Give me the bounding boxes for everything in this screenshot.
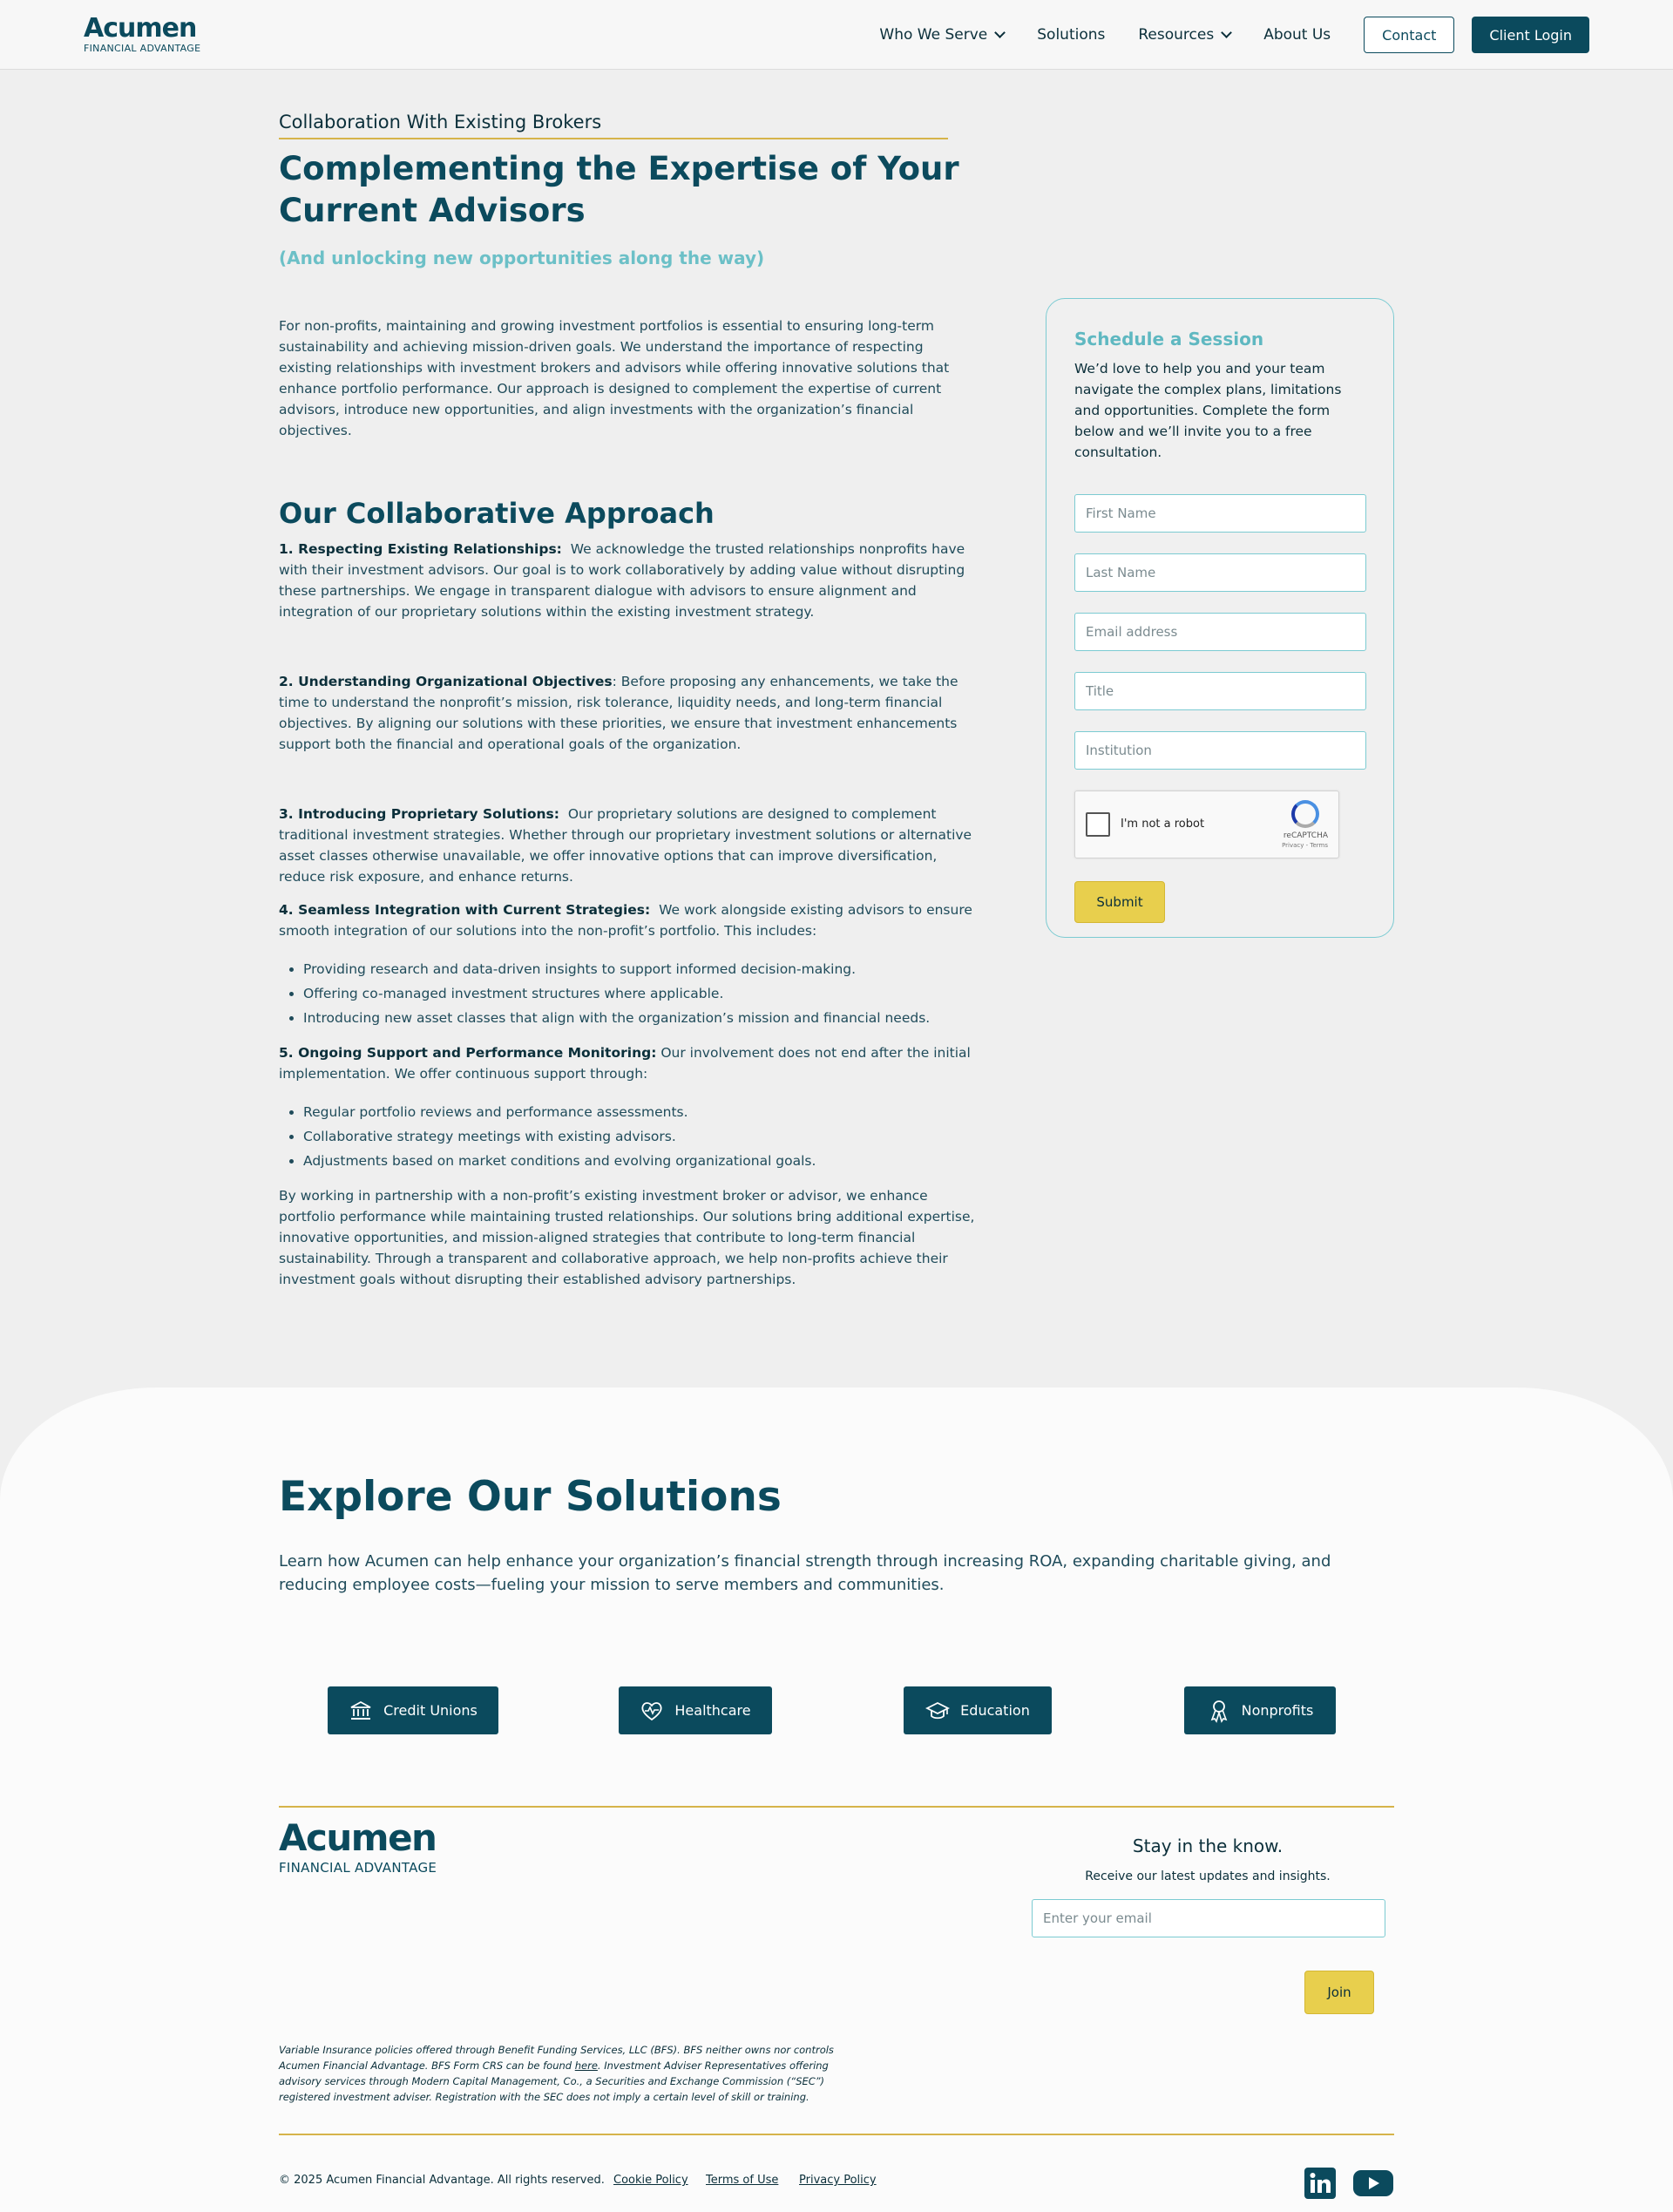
terms-of-use-link[interactable]: Terms of Use <box>706 2174 779 2187</box>
step-text: We work alongside existing advisors to ensure smooth integration of our solutions into the non-profit’s portfolio. This includes: <box>279 902 972 939</box>
copyright: © 2025 Acumen Financial Advantage. All rights reserved. <box>279 2174 605 2187</box>
nav-solutions-label: Solutions <box>1037 26 1106 44</box>
nav-who-we-serve-label: Who We Serve <box>879 26 988 44</box>
schedule-session-card <box>1046 298 1394 938</box>
footer-divider-bottom <box>279 2134 1394 2135</box>
logo-wordmark: Acumen <box>84 13 197 44</box>
intro-paragraph: For non-profits, maintaining and growing investment portfolios is essential to ensuring long-term sustainability and achieving mission-driven goals. We understand the importance of respecting existing relationships with investment brokers and advisors while offering innovative solutions that enhance portfolio performance. Our approach is designed to complement the expertise of current advisors, introduce new opportunities, and align investments with the organization’s financial objectives. <box>279 318 950 438</box>
submit-button[interactable]: Submit <box>1074 881 1165 923</box>
integration-list <box>303 957 976 1030</box>
step-ongoing-support <box>279 1042 976 1084</box>
list-item: • Adjustments based on market conditions and evolving organizational goals. <box>303 1149 976 1173</box>
list-item: • Regular portfolio reviews and performance assessments. <box>303 1100 976 1124</box>
footer-divider-top <box>279 1806 1394 1808</box>
healthcare-label: Healthcare <box>674 1702 751 1719</box>
step-proprietary-solutions <box>279 804 976 887</box>
logo-tagline: FINANCIAL ADVANTAGE <box>84 43 201 54</box>
step-text: We acknowledge the trusted relationships nonprofits have with their investment advisors. Our goal is to work collaboratively by adding value without disrupting these partnerships. We engage in transparent dialogue with advisors to ensure alignment and integration of our proprietary solutions within the existing investment strategy. <box>279 541 965 620</box>
newsletter-email-input[interactable] <box>1032 1899 1385 1937</box>
step-respecting-relationships <box>279 539 976 622</box>
form-crs-link[interactable]: here <box>574 2059 598 2072</box>
closing-paragraph: By working in partnership with a non-profit’s existing investment broker or advisor, we enhance portfolio performance while maintaining trusted relationships. Our solutions bring additional expertise, innovative opportunities, and mission-aligned strategies that contribute to long-term financial sustainability. Through a transparent and collaborative approach, we help non-profits achieve their investment goals without disrupting their established advisory partnerships. <box>279 1188 975 1287</box>
main-nav <box>879 17 1589 53</box>
chevron-down-icon <box>1221 27 1232 38</box>
footer-logo[interactable] <box>279 1816 444 1876</box>
client-login-button[interactable]: Client Login <box>1472 17 1589 53</box>
step-title: 2. Understanding Organizational Objectives <box>279 674 613 689</box>
solutions-description: Learn how Acumen can help enhance your organization’s financial strength through increasing ROA, expanding charitable giving, and reducing employee costs—fueling your mission to serve members and communities. <box>279 1552 1331 1594</box>
cookie-policy-link[interactable]: Cookie Policy <box>613 2174 688 2187</box>
acumen-logo[interactable] <box>84 13 201 54</box>
nav-about-us[interactable] <box>1263 26 1331 44</box>
education-label: Education <box>960 1702 1030 1719</box>
healthcare-button[interactable] <box>619 1686 772 1734</box>
privacy-policy-link[interactable]: Privacy Policy <box>799 2174 877 2187</box>
linkedin-icon[interactable] <box>1304 2168 1336 2199</box>
captcha-label: I'm not a robot <box>1121 818 1205 831</box>
step-understanding-objectives <box>279 671 976 755</box>
approach-heading: Our Collaborative Approach <box>279 497 715 530</box>
solutions-title: Explore Our Solutions <box>279 1473 782 1521</box>
graduation-cap-icon <box>925 1699 950 1723</box>
newsletter-title: Stay in the know. <box>1132 1835 1284 1856</box>
ribbon-icon <box>1207 1699 1231 1723</box>
email-field[interactable] <box>1074 613 1366 651</box>
recaptcha-terms[interactable]: Privacy - Terms <box>1282 842 1328 849</box>
nav-about-us-label: About Us <box>1263 26 1331 44</box>
bank-icon <box>349 1699 373 1723</box>
nav-resources[interactable] <box>1138 26 1230 44</box>
page-title: Complementing the Expertise of Your Current Advisors <box>279 150 959 229</box>
nonprofits-button[interactable] <box>1184 1686 1336 1734</box>
list-item: • Collaborative strategy meetings with existing advisors. <box>303 1124 976 1149</box>
youtube-icon[interactable] <box>1353 2168 1393 2199</box>
title-field[interactable] <box>1074 672 1366 710</box>
page-tagline: (And unlocking new opportunities along the way) <box>279 248 765 268</box>
step-title: 5. Ongoing Support and Performance Monitoring: <box>279 1045 657 1061</box>
form-description: We’d love to help you and your team navigate the complex plans, limitations and opportunities. Complete the form below and we’ll invite you to a free consultation. <box>1074 361 1342 460</box>
credit-unions-button[interactable] <box>328 1686 498 1734</box>
nav-solutions[interactable] <box>1037 26 1105 44</box>
heart-pulse-icon <box>640 1699 664 1723</box>
recaptcha-widget <box>1074 790 1339 858</box>
disclaimer-text-b: . Investment Adviser Representatives offering advisory services through Modern Capital Management, Co., a Securities and Exchange Commission (“SEC”) registered investment adviser. Registration with the SEC does not imply a certain level of skill or training. <box>279 2059 829 2103</box>
step-title: 1. Respecting Existing Relationships: <box>279 541 562 557</box>
footer-logo-wordmark: Acumen <box>279 1816 437 1859</box>
newsletter-subtitle: Receive our latest updates and insights. <box>1085 1869 1331 1883</box>
contact-button[interactable]: Contact <box>1364 17 1454 53</box>
step-text: Our proprietary solutions are designed to complement traditional investment strategies. Whether through our proprietary investment solutions or alternative asset classes otherwise unavailable, we offer innovative options that can improve diversification, reduce risk exposure, and enhance returns. <box>279 806 972 885</box>
chevron-down-icon <box>994 27 1006 38</box>
support-list <box>303 1100 976 1173</box>
nonprofits-label: Nonprofits <box>1241 1702 1314 1719</box>
list-item: • Providing research and data-driven insights to support informed decision-making. <box>303 957 976 981</box>
site-header <box>0 0 1673 70</box>
join-button[interactable]: Join <box>1304 1971 1374 2014</box>
form-fields <box>1074 494 1365 770</box>
last-name-field[interactable] <box>1074 553 1366 592</box>
step-text: Our involvement does not end after the initial implementation. We offer continuous support through: <box>279 1045 971 1082</box>
disclaimer-text-a: Variable Insurance policies offered through Benefit Funding Services, LLC (BFS). BFS neither owns nor controls Acumen Financial Advantage. BFS Form CRS can be found <box>279 2044 834 2072</box>
main-content <box>279 112 976 1290</box>
recaptcha-icon <box>1291 800 1319 828</box>
nav-who-we-serve[interactable] <box>879 26 1004 44</box>
form-title: Schedule a Session <box>1074 329 1264 349</box>
legal-disclaimer <box>279 2042 845 2105</box>
step-title: 3. Introducing Proprietary Solutions: <box>279 806 559 822</box>
footer-logo-tagline: FINANCIAL ADVANTAGE <box>279 1860 437 1876</box>
nav-resources-label: Resources <box>1138 26 1215 44</box>
step-title: 4. Seamless Integration with Current Strategies: <box>279 902 651 918</box>
education-button[interactable] <box>904 1686 1052 1734</box>
first-name-field[interactable] <box>1074 494 1366 533</box>
list-item: • Introducing new asset classes that align with the organization’s mission and financial needs. <box>303 1006 976 1030</box>
credit-unions-label: Credit Unions <box>383 1702 478 1719</box>
captcha-checkbox[interactable] <box>1086 812 1110 837</box>
recaptcha-brand-text: reCAPTCHA <box>1283 831 1328 840</box>
list-item: • Offering co-managed investment structures where applicable. <box>303 981 976 1006</box>
institution-field[interactable] <box>1074 731 1366 770</box>
recaptcha-brand <box>1282 831 1328 851</box>
step-seamless-integration <box>279 899 976 941</box>
section-eyebrow: Collaboration With Existing Brokers <box>279 112 948 139</box>
step-text: : Before proposing any enhancements, we take the time to understand the nonprofit’s mission, risk tolerance, liquidity needs, and long-term financial objectives. By aligning our solutions with these priorities, we ensure that investment enhancements support both the financial and operational goals of the organization. <box>279 674 958 752</box>
